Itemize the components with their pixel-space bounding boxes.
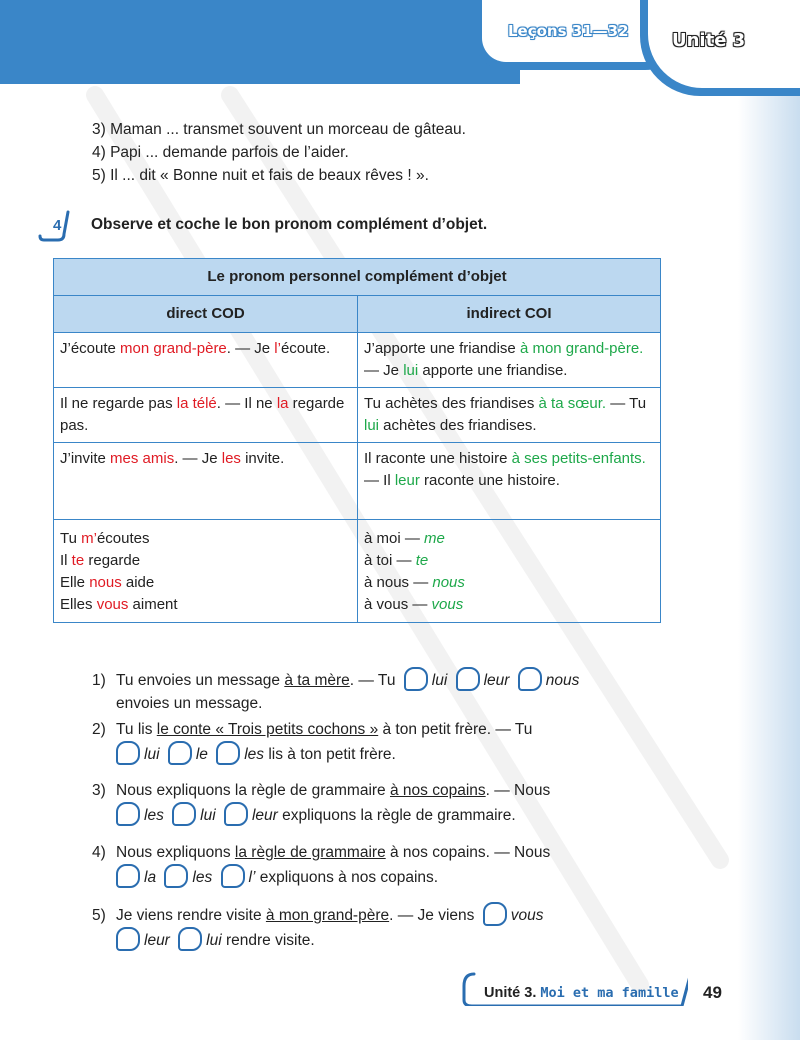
footer-unit-title: Unité 3. Moi et ma famille	[484, 985, 679, 1001]
table-row	[54, 520, 661, 623]
exercise-item: 5) Je viens rendre visite à mon grand-père. — Je viens vous leur lui rendre visite.	[92, 902, 662, 952]
column-direct-header: direct COD	[54, 296, 358, 333]
exercise-number-badge	[42, 212, 72, 242]
exercise-number: 4	[53, 217, 62, 234]
checkbox[interactable]	[178, 927, 202, 951]
indirect-cell: Tu achètes des friandises à ta sœur. — Tu lui achètes des friandises.	[358, 388, 661, 443]
checkbox[interactable]	[404, 667, 428, 691]
checkbox[interactable]	[168, 741, 192, 765]
exercise-item: 4) Nous expliquons la règle de grammaire à nos copains. — Nous la les l’ expliquons à nos copains.	[92, 844, 551, 886]
checkbox[interactable]	[221, 864, 245, 888]
checkbox[interactable]	[116, 864, 140, 888]
column-indirect-header: indirect COI	[358, 296, 661, 333]
previous-item-4: 4) Papi ... demande parfois de l’aider.	[92, 144, 349, 161]
exercise-instruction: Observe et coche le bon pronom complément d’objet.	[91, 216, 488, 233]
lessons-label: Leçons 31—32	[508, 22, 629, 40]
indirect-pronoun-list: à moi — me à toi — te à nous — nous à vous — vous	[358, 520, 661, 623]
direct-pronoun-list: Tu m’écoutes Il te regarde Elle nous aide Elles vous aiment	[54, 520, 358, 623]
checkbox[interactable]	[518, 667, 542, 691]
checkbox[interactable]	[164, 864, 188, 888]
exercise-item: 1) Tu envoies un message à ta mère. — Tu lui leur nous envoies un message.	[92, 667, 662, 715]
table-title: Le pronom personnel complément d’objet	[54, 259, 661, 296]
exercise-item: 3) Nous expliquons la règle de grammaire à nos copains. — Nous les lui leur expliquons la règle de grammaire.	[92, 782, 551, 824]
direct-cell: Il ne regarde pas la télé. — Il ne la regarde pas.	[54, 388, 358, 443]
table-row	[54, 333, 661, 388]
indirect-cell: J’apporte une friandise à mon grand-père. — Je lui apporte une friandise.	[358, 333, 661, 388]
table-row	[54, 388, 661, 443]
previous-item-3: 3) Maman ... transmet souvent un morceau de gâteau.	[92, 121, 466, 138]
exercise-item: 2) Tu lis le conte « Trois petits cochons » à ton petit frère. — Tu lui le les lis à ton petit frère.	[92, 721, 533, 763]
direct-cell: J’invite mes amis. — Je les invite.	[54, 443, 358, 520]
checkbox[interactable]	[483, 902, 507, 926]
page-number: 49	[703, 983, 722, 1002]
previous-item-5: 5) Il ... dit « Bonne nuit et fais de beaux rêves ! ».	[92, 167, 429, 184]
checkbox[interactable]	[116, 927, 140, 951]
unit-label: Unité 3	[672, 30, 746, 51]
table-row	[54, 443, 661, 520]
indirect-cell: Il raconte une histoire à ses petits-enfants. — Il leur raconte une histoire.	[358, 443, 661, 520]
checkbox[interactable]	[224, 802, 248, 826]
checkbox[interactable]	[116, 802, 140, 826]
direct-cell: J’écoute mon grand-père. — Je l’écoute.	[54, 333, 358, 388]
pronoun-table	[53, 258, 661, 623]
checkbox[interactable]	[172, 802, 196, 826]
checkbox[interactable]	[456, 667, 480, 691]
checkbox[interactable]	[216, 741, 240, 765]
checkbox[interactable]	[116, 741, 140, 765]
